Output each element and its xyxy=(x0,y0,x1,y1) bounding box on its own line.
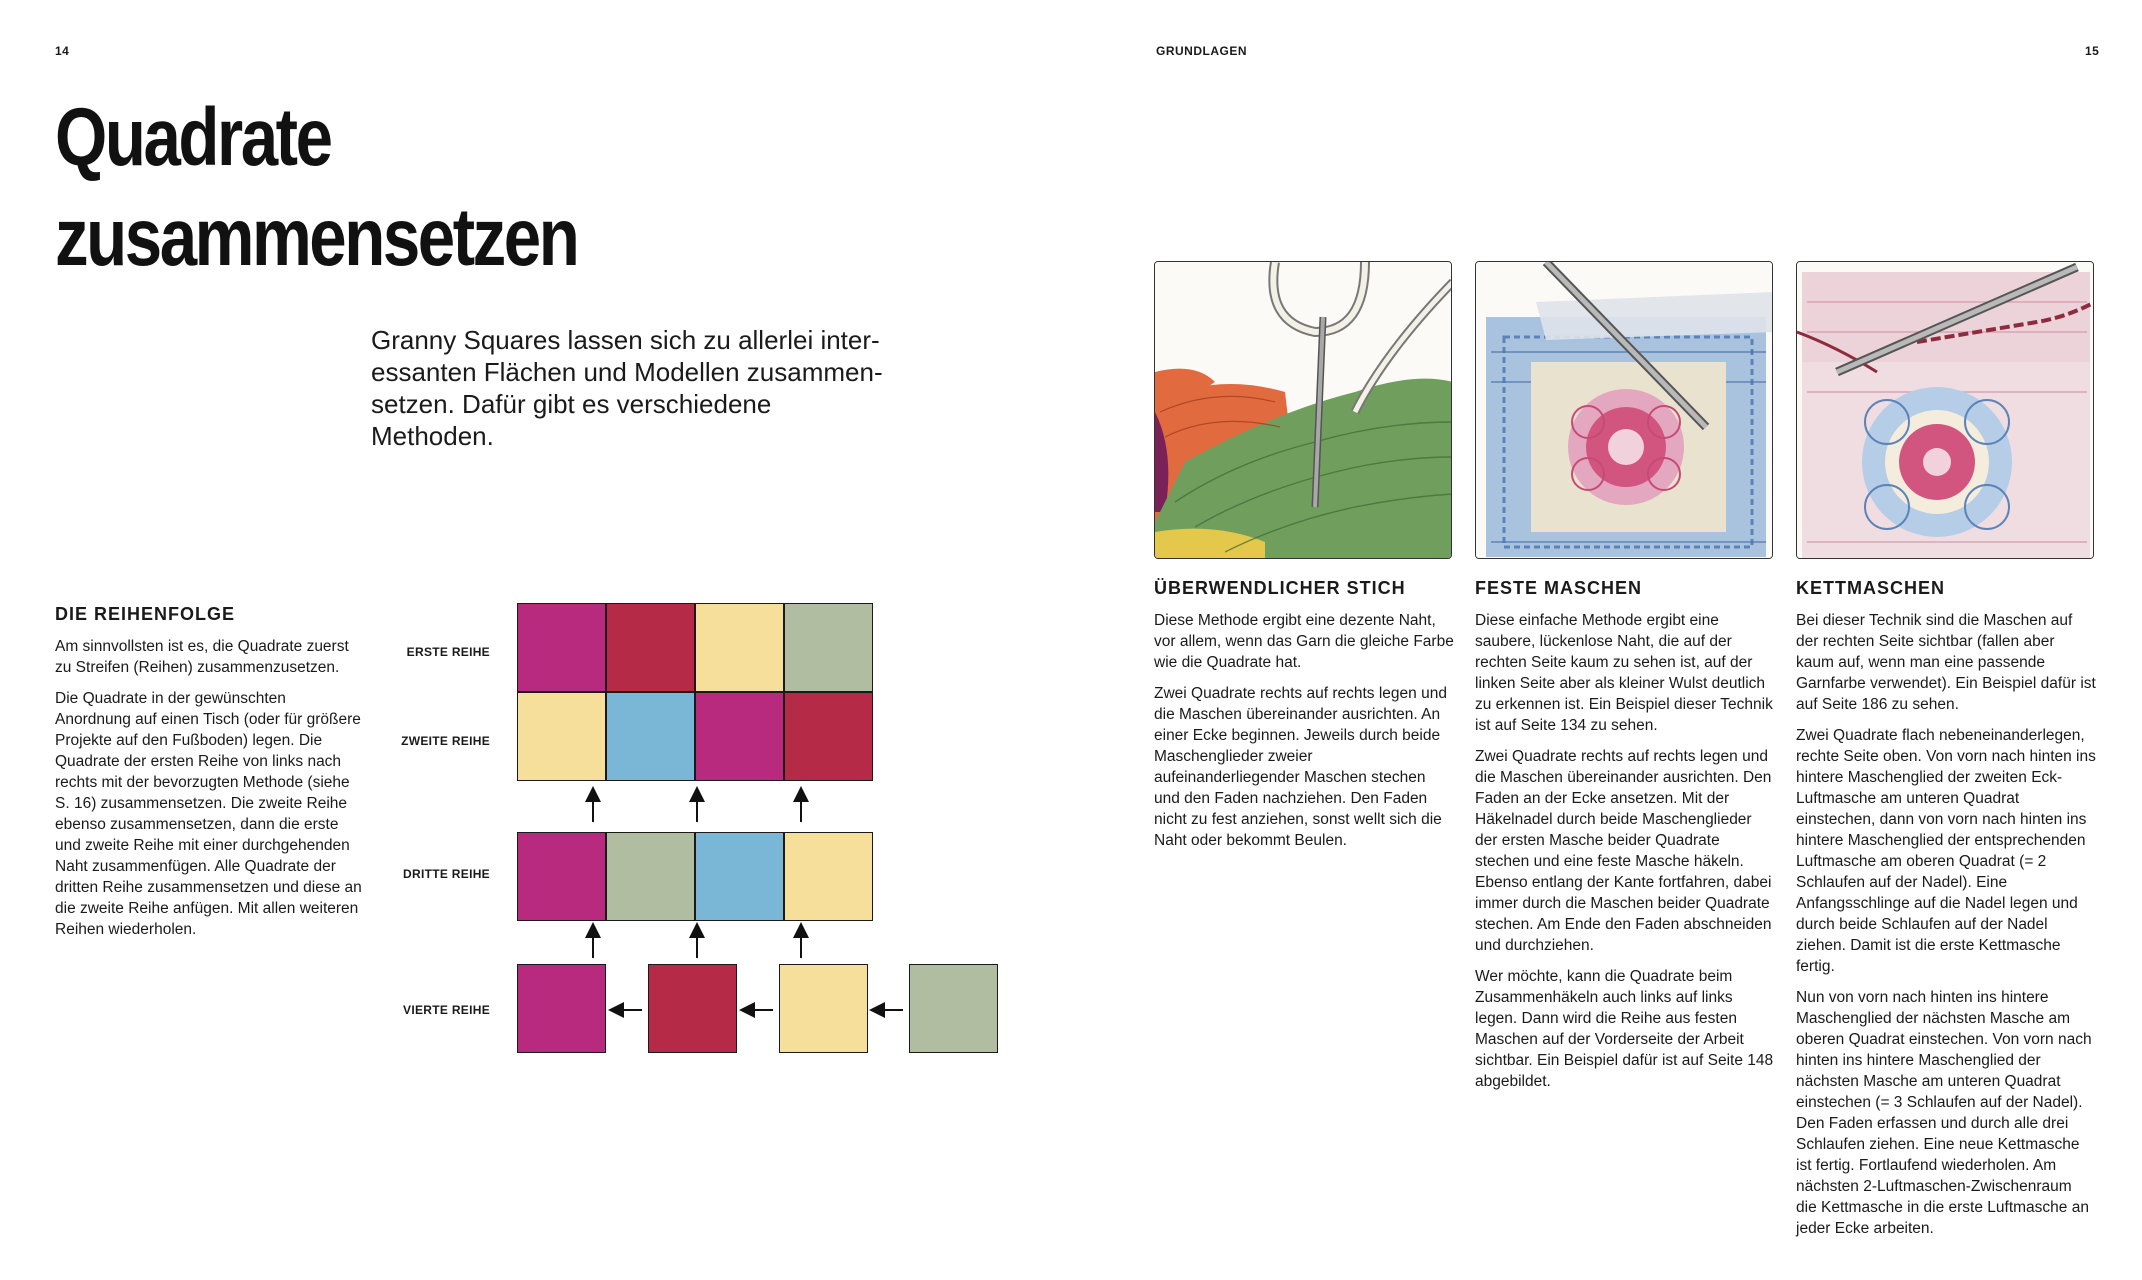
arrows-up xyxy=(593,794,801,958)
intro-text xyxy=(371,324,891,452)
square-sage xyxy=(909,964,998,1053)
method-paragraph: Nun von vorn nach hinten ins hintere Maschenglied der nächsten Masche am oberen Quadrat einstechen. Von vorn nach hinten ins hintere Maschenglied der nächsten Masche am unteren Quadrat einstechen (= 3 Schlaufen auf der Nadel). Den Faden erfassen und durch alle drei Schlaufen ziehen. Eine neue Kettmasche ist fertig. Fortlaufend wiederholen. Am nächsten 2-Luftmaschen-Zwischenraum die Kettmasche in die erste Luftmasche an jeder Ecke arbeiten. xyxy=(1796,989,2092,1237)
square-magenta xyxy=(517,603,606,692)
intro-line: setzen. Dafür gibt es verschiedene Methoden. xyxy=(371,389,772,451)
method-heading-single-crochet: FESTE MASCHEN xyxy=(1475,578,1643,598)
page-number-right: 15 xyxy=(2085,44,2100,58)
order-paragraph: Am sinnvollsten ist es, die Quadrate zuerst zu Streifen (Reihen) zusammenzusetzen. xyxy=(55,638,349,676)
method-paragraph: Zwei Quadrate rechts auf rechts legen und die Maschen übereinander ausrichten. Den Faden an der Ecke ansetzen. Mit der Häkelnadel durch beide Maschenglieder der ersten Masche beider Quadrate stechen und eine feste Masche häkeln. Ebenso entlang der Kante fortfahren, dabei immer durch die Maschen beider Quadrate stechen. Am Ende den Faden abschneiden und durchziehen. xyxy=(1475,748,1772,954)
order-heading: DIE REIHENFOLGE xyxy=(55,604,236,624)
method-text-whipstitch xyxy=(1154,610,1454,861)
square-red xyxy=(606,603,695,692)
order-text xyxy=(55,636,362,950)
method-text-single-crochet xyxy=(1475,610,1775,1102)
page-title xyxy=(55,88,577,288)
row-label-1: ERSTE REIHE xyxy=(406,645,490,659)
order-paragraph: Die Quadrate in der gewünschten Anordnung auf einen Tisch (oder für größere Projekte auf den Fußboden) legen. Die Quadrate der ersten Reihe von links nach rechts mit der bevorzugten Methode (siehe S. 16) zusammensetzen. Die zweite Reihe ebenso zusammensetzen, dann die erste und zweite Reihe mit einer durchgehenden Naht zusammenfügen. Alle Quadrate der dritten Reihe zusammensetzen und diese an die zweite Reihe anfügen. Mit allen weiteren Reihen wiederholen. xyxy=(55,690,362,938)
whipstitch-illustration xyxy=(1154,261,1452,559)
row-label-2: ZWEITE REIHE xyxy=(401,734,490,748)
square-red xyxy=(648,964,737,1053)
intro-line: essanten Flächen und Modellen zusammen- xyxy=(371,357,883,387)
square-magenta xyxy=(517,832,606,921)
single-crochet-illustration xyxy=(1475,261,1773,559)
square-sage xyxy=(606,832,695,921)
square-magenta xyxy=(517,964,606,1053)
method-paragraph: Diese Methode ergibt eine dezente Naht, vor allem, wenn das Garn die gleiche Farbe wie die Quadrate hat. xyxy=(1154,612,1454,671)
page-title-line2: zusammensetzen xyxy=(55,192,578,283)
method-paragraph: Wer möchte, kann die Quadrate beim Zusammenhäkeln auch links auf links legen. Dann wird die Reihe aus festen Maschen auf der Vorderseite der Arbeit sichtbar. Ein Beispiel dafür ist auf Seite 148 abgebildet. xyxy=(1475,968,1774,1090)
method-paragraph: Zwei Quadrate flach nebeneinanderlegen, rechte Seite oben. Von vorn nach hinten ins hintere Maschenglied der zweiten Eck-Luftmasche am unteren Quadrat einstechen, dann von vorn nach hinten ins hintere Maschenglied der entsprechenden Luftmasche am oberen Quadrat (= 2 Schlaufen auf der Nadel). Eine Anfangsschlinge auf die Nadel legen und durch beide Schlaufen auf der Nadel ziehen. Damit ist die erste Kettmasche fertig. xyxy=(1796,727,2096,975)
page-title-line1: Quadrate xyxy=(55,92,331,183)
method-heading-slip-stitch: KETTMASCHEN xyxy=(1796,578,1945,598)
intro-line: Granny Squares lassen sich zu allerlei inter- xyxy=(371,325,880,355)
section-label: GRUNDLAGEN xyxy=(1156,44,1247,58)
square-yellow xyxy=(517,692,606,781)
method-paragraph: Bei dieser Technik sind die Maschen auf der rechten Seite sichtbar (fallen aber kaum auf, wenn man eine passende Garnfarbe verwendet). Ein Beispiel dafür ist auf Seite 186 zu sehen. xyxy=(1796,612,2096,713)
method-heading-whipstitch: ÜBERWENDLICHER STICH xyxy=(1154,578,1406,598)
square-blue xyxy=(606,692,695,781)
slip-stitch-illustration xyxy=(1796,261,2094,559)
method-paragraph: Diese einfache Methode ergibt eine saubere, lückenlose Naht, die auf der rechten Seite kaum zu sehen ist, auf der linken Seite aber als kleiner Wulst deutlich zu erkennen ist. Ein Beispiel dieser Technik ist auf Seite 134 zu sehen. xyxy=(1475,612,1773,734)
method-text-slip-stitch xyxy=(1796,610,2096,1249)
square-yellow xyxy=(695,603,784,692)
row-label-3: DRITTE REIHE xyxy=(403,867,490,881)
method-paragraph: Zwei Quadrate rechts auf rechts legen und die Maschen übereinander ausrichten. An einer Ecke beginnen. Jeweils durch beide Maschenglieder zweier aufeinanderliegender Maschen stechen und den Faden nachziehen. Den Faden nicht zu fest anziehen, sonst wellt sich die Naht oder bekommt Beulen. xyxy=(1154,685,1447,849)
row-label-4: VIERTE REIHE xyxy=(403,1003,490,1017)
square-magenta xyxy=(695,692,784,781)
square-yellow xyxy=(784,832,873,921)
square-blue xyxy=(695,832,784,921)
square-red xyxy=(784,692,873,781)
page-number-left: 14 xyxy=(55,44,70,58)
square-yellow xyxy=(779,964,868,1053)
square-sage xyxy=(784,603,873,692)
